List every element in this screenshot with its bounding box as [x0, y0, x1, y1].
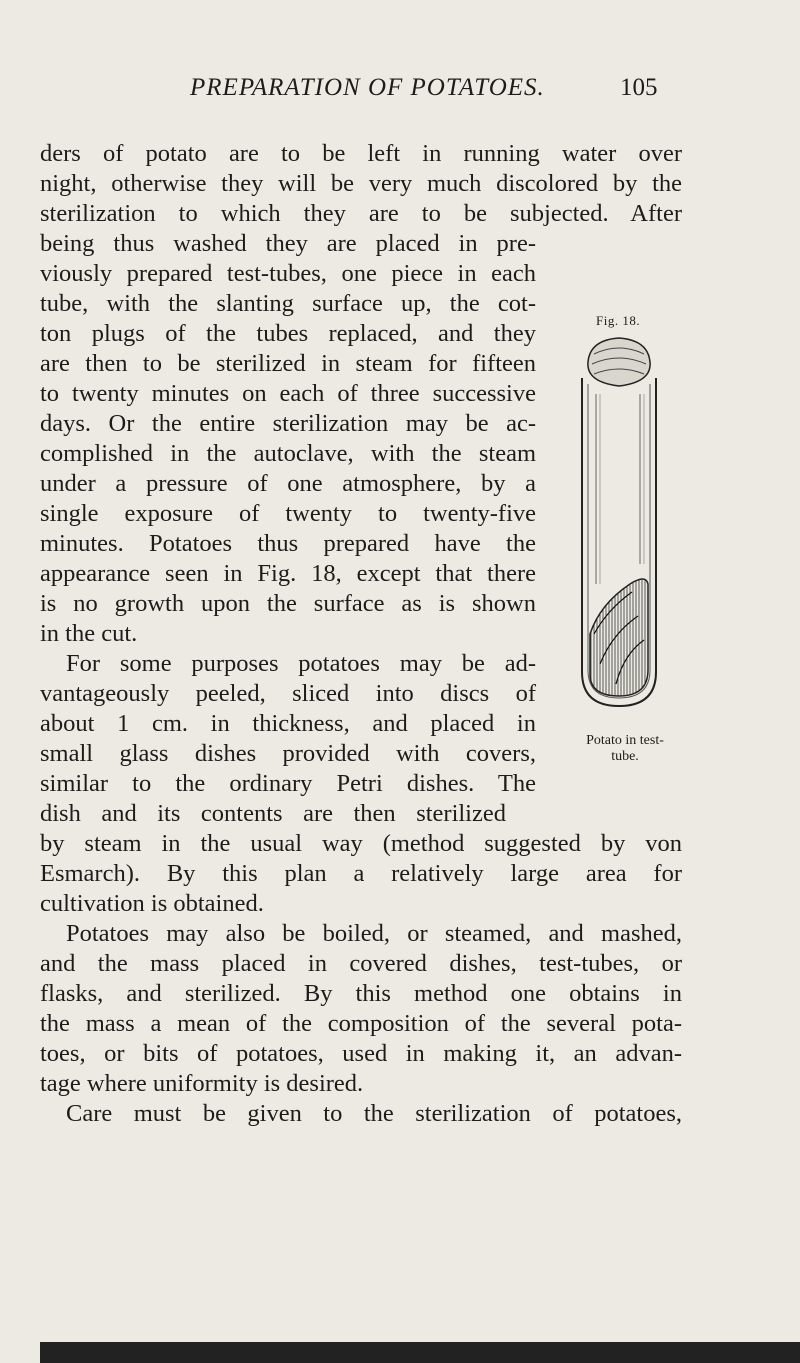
- text-line: about 1 cm. in thickness, and placed in: [40, 710, 536, 737]
- text-line: For some purposes potatoes may be ad-: [66, 650, 536, 677]
- scan-edge-bar: [40, 1342, 800, 1363]
- text-line: cultivation is obtained.: [40, 890, 264, 917]
- text-line: and the mass placed in covered dishes, test-tubes, or: [40, 950, 682, 977]
- page-number: 105: [620, 74, 658, 101]
- text-line: tage where uniformity is desired.: [40, 1070, 364, 1097]
- text-line: small glass dishes provided with covers,: [40, 740, 536, 767]
- text-line: Care must be given to the sterilization of potatoes,: [66, 1100, 682, 1127]
- text-line: in the cut.: [40, 620, 138, 647]
- text-line: days. Or the entire sterilization may be ac-: [40, 410, 536, 437]
- text-line: viously prepared test-tubes, one piece in each: [40, 260, 536, 287]
- text-line: single exposure of twenty to twenty-five: [40, 500, 536, 527]
- text-line: ders of potato are to be left in running water over: [40, 140, 682, 167]
- text-line: to twenty minutes on each of three successive: [40, 380, 536, 407]
- text-line: toes, or bits of potatoes, used in making it, an advan-: [40, 1040, 682, 1067]
- page-header: [0, 74, 800, 114]
- running-head: PREPARATION OF POTATOES.: [190, 74, 545, 101]
- text-line: similar to the ordinary Petri dishes. The: [40, 770, 536, 797]
- text-line: Potatoes may also be boiled, or steamed, and mashed,: [66, 920, 682, 947]
- test-tube-illustration: [560, 334, 678, 710]
- figure-label: Fig. 18.: [596, 313, 641, 328]
- text-line: by steam in the usual way (method suggested by von: [40, 830, 682, 857]
- figure-caption: Potato in test-tube.: [586, 733, 664, 764]
- text-line: Esmarch). By this plan a relatively large area for: [40, 860, 682, 887]
- text-line: complished in the autoclave, with the steam: [40, 440, 536, 467]
- text-line: dish and its contents are then sterilized: [40, 800, 506, 827]
- text-line: the mass a mean of the composition of the several pota-: [40, 1010, 682, 1037]
- text-line: is no growth upon the surface as is shown: [40, 590, 536, 617]
- text-line: appearance seen in Fig. 18, except that there: [40, 560, 536, 587]
- text-line: night, otherwise they will be very much discolored by the: [40, 170, 682, 197]
- text-line: under a pressure of one atmosphere, by a: [40, 470, 536, 497]
- text-line: tube, with the slanting surface up, the cot-: [40, 290, 536, 317]
- text-line: being thus washed they are placed in pre-: [40, 230, 536, 257]
- text-line: flasks, and sterilized. By this method one obtains in: [40, 980, 682, 1007]
- text-line: are then to be sterilized in steam for fifteen: [40, 350, 536, 377]
- text-line: vantageously peeled, sliced into discs of: [40, 680, 536, 707]
- text-line: minutes. Potatoes thus prepared have the: [40, 530, 536, 557]
- text-line: sterilization to which they are to be subjected. After: [40, 200, 682, 227]
- text-line: ton plugs of the tubes replaced, and they: [40, 320, 536, 347]
